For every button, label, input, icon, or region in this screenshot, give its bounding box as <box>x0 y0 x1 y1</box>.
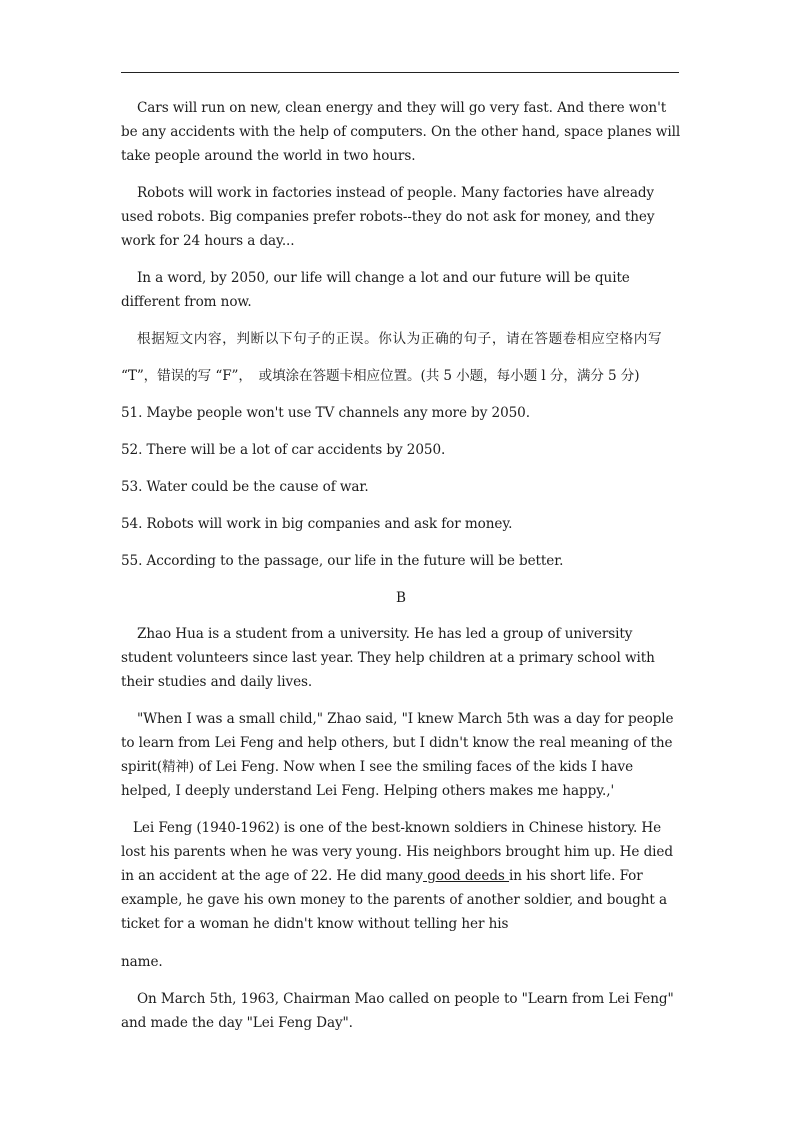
section-b-heading: B <box>396 590 406 606</box>
passage-b-paragraph-4: On March 5th, 1963, Chairman Mao called on people to "Learn from Lei Feng" and made the day "Lei Feng Day". <box>121 991 674 1031</box>
question-55: 55. According to the passage, our life in the future will be better. <box>121 553 564 569</box>
question-52: 52. There will be a lot of car accidents by 2050. <box>121 442 446 458</box>
passage-b-paragraph-1: Zhao Hua is a student from a university. He has led a group of university student volunteers since last year. They help children at a primary school with their studies and daily lives. <box>121 626 655 690</box>
paragraph-3-text-end: in his short life. For example, he gave his own money to the parents of another soldier, and bought a ticket for a woman he didn't know without telling her his <box>121 868 667 932</box>
passage-a-paragraph-1: Cars will run on new, clean energy and they will go very fast. And there won't be any accidents with the help of computers. On the other hand, space planes will take people around the world in two hours. <box>121 100 681 164</box>
passage-a-paragraph-2: Robots will work in factories instead of people. Many factories have already used robots. Big companies prefer robots--they do not ask for money, and they work for 24 hours a day... <box>121 185 655 249</box>
passage-b-paragraph-3 <box>121 816 681 936</box>
paragraph-3-text-start: Lei Feng (1940-1962) is one of the best-known soldiers in Chinese history. He lost his parents when he was very young. His neighbors brought him up. He died in an accident at the age of 22. He did many <box>121 820 673 884</box>
instructions-line-2: “T”，错误的写 “F”， 或填涂在答题卡相应位置。(共 5 小题，每小题 l 分，满分 5 分) <box>121 368 640 384</box>
passage-b-paragraph-2: "When I was a small child," Zhao said, "I knew March 5th was a day for people to learn from Lei Feng and help others, but I didn't know the real meaning of the spirit(精神) of Lei Feng. Now when I see the smiling faces of the kids I have helped, I deeply understand Lei Feng. Helping others makes me happy.,' <box>121 711 674 799</box>
passage-b-paragraph-3-tail: name. <box>121 954 163 970</box>
passage-a-paragraph-3: In a word, by 2050, our life will change a lot and our future will be quite different from now. <box>121 270 630 310</box>
question-53: 53. Water could be the cause of war. <box>121 479 369 495</box>
question-54: 54. Robots will work in big companies and ask for money. <box>121 516 513 532</box>
instructions-line-1: 根据短文内容，判断以下句子的正误。你认为正确的句子，请在答题卷相应空格内写 <box>137 331 663 347</box>
header-rule <box>121 72 679 73</box>
question-51: 51. Maybe people won't use TV channels any more by 2050. <box>121 405 530 421</box>
underlined-phrase: good deeds <box>423 868 510 884</box>
